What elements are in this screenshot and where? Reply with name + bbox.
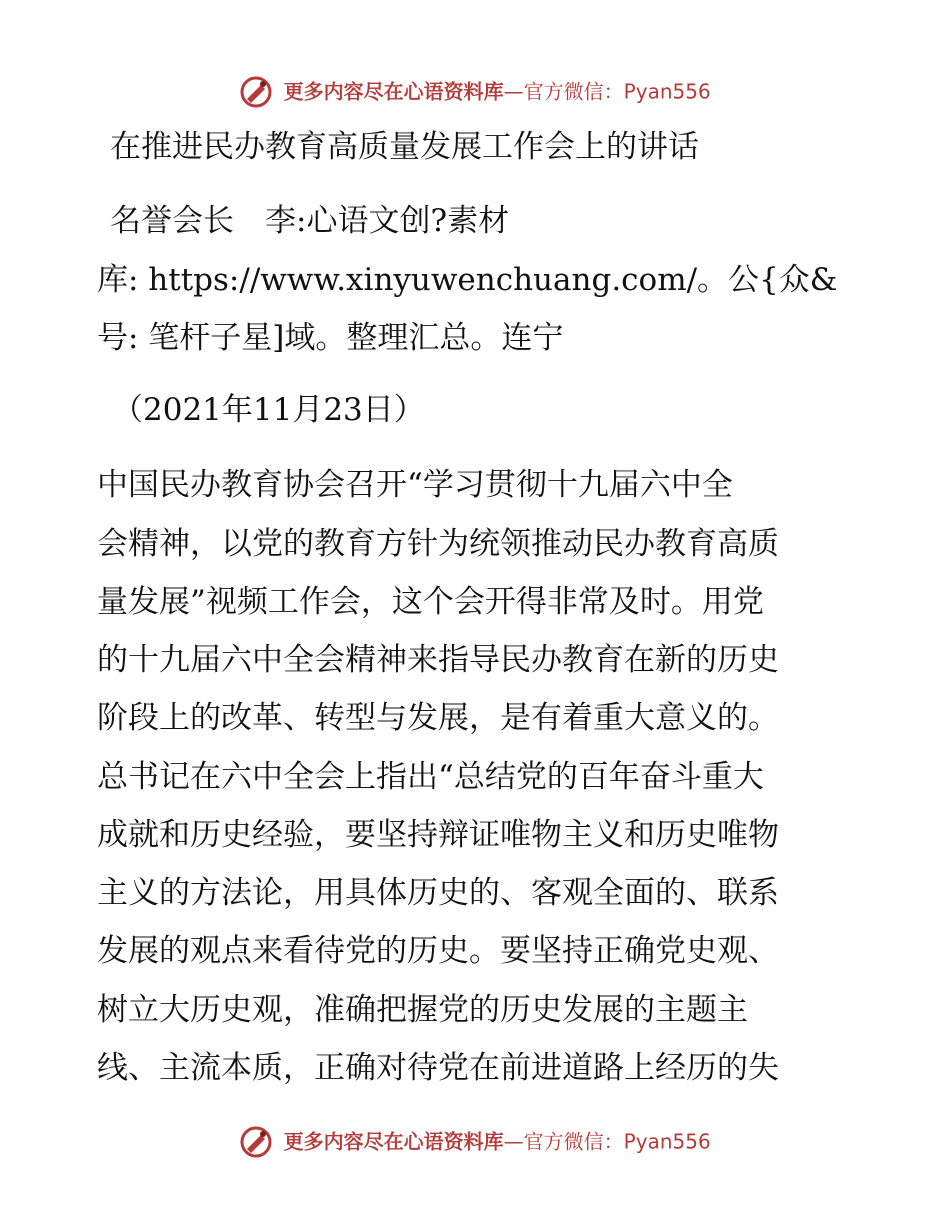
header-watermark-banner: [0, 72, 950, 108]
author-line-2: 库: https://www.xinyuwenchuang.com/。公{众&: [97, 262, 838, 298]
wechat-id-text: 官方微信：Pyan556: [523, 1129, 711, 1154]
body-text-line: 主义的方法论，用具体历史的、客观全面的、联系: [97, 875, 779, 911]
body-text-line: 成就和历史经验，要坚持辩证唯物主义和历史唯物: [97, 817, 779, 853]
wechat-id-text: 官方微信：Pyan556: [523, 79, 711, 104]
footer-watermark-banner: [0, 1122, 950, 1158]
body-text-line: 的十九届六中全会精神来指导民办教育在新的历史: [97, 642, 779, 678]
body-text-line: 阶段上的改革、转型与发展，是有着重大意义的。: [97, 700, 779, 736]
body-text-line: 总书记在六中全会上指出“总结党的百年奋斗重大: [97, 759, 764, 795]
banner-separator: —: [503, 79, 524, 104]
promo-text: 更多内容尽在心语资料库: [283, 79, 504, 104]
author-line-3: 号: 笔杆子星]域。整理汇总。连宁: [97, 320, 564, 356]
author-line-1: 名誉会长 李:心语文创?素材: [110, 203, 510, 239]
body-text-line: 量发展”视频工作会，这个会开得非常及时。用党: [97, 584, 764, 620]
body-text-line: 树立大历史观，准确把握党的历史发展的主题主: [97, 992, 748, 1028]
brand-logo-icon: [239, 1125, 273, 1159]
banner-separator: —: [503, 1129, 524, 1154]
body-text-line: 线、主流本质，正确对待党在前进道路上经历的失: [97, 1050, 779, 1086]
promo-text: 更多内容尽在心语资料库: [283, 1129, 504, 1154]
body-text-line: 中国民办教育协会召开“学习贯彻十九届六中全: [97, 467, 733, 503]
speech-date: （2021年11月23日）: [112, 392, 425, 428]
document-title: 在推进民办教育高质量发展工作会上的讲话: [110, 129, 699, 165]
body-text-line: 会精神，以党的教育方针为统领推动民办教育高质: [97, 526, 779, 562]
body-text-line: 发展的观点来看待党的历史。要坚持正确党史观、: [97, 933, 779, 969]
brand-logo-icon: [239, 75, 273, 109]
